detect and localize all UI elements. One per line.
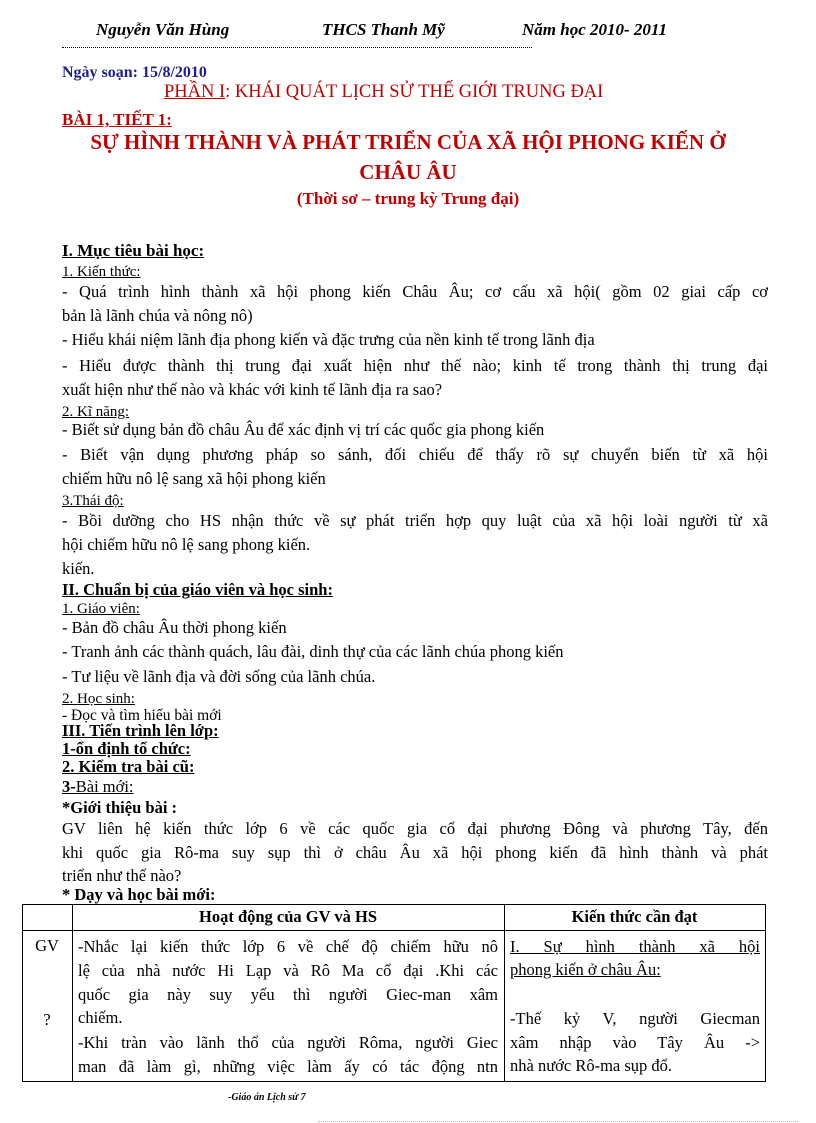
attitude-item-1c: kiến. [62,559,95,578]
table-role-gv: GV [35,936,59,955]
part-title: : KHÁI QUÁT LỊCH SỬ THẾ GIỚI TRUNG ĐẠI [225,82,604,102]
intro-line-3: triển như thế nào? [62,866,182,885]
attitude-item-1b: hội chiếm hữu nô lệ sang phong kiến. [62,535,311,554]
intro-line-2: khi quốc gia Rô-ma suy sụp thì ở châu Âu xã hội phong kiến đã hình thành và phát [62,843,768,862]
activity-line-2: lệ của nhà nước Hi Lạp và Rô Ma cổ đại .Khi các [78,961,498,980]
step-3-number: 3- [62,777,76,796]
activity-line-6: man đã làm gì, những việc làm ấy có tác động ntn [78,1057,498,1076]
teach-title: * Dạy và học bài mới: [62,885,216,904]
activity-line-4: chiếm. [78,1008,123,1027]
activity-line-3: quốc gia này suy yếu thì người Giec-man xâm [78,985,498,1004]
step-3 [62,776,134,798]
subsection-teacher: 1. Giáo viên: [62,601,140,617]
table-col-divider-1 [72,904,73,1082]
subsection-skills: 2. Kĩ năng: [62,404,130,420]
skill-item-1: - Biết sử dụng bản đồ châu Âu để xác định vị trí các quốc gia phong kiến [62,420,545,439]
table-border-bottom [22,1081,766,1082]
section-3-title: III. Tiến trình lên lớp: [62,721,219,740]
section-2-title: II. Chuẩn bị của giáo viên và học sinh: [62,580,333,599]
school-name: THCS Thanh Mỹ [322,20,445,39]
prep-date: Ngày soạn: 15/8/2010 [62,64,207,81]
teacher-item-2: - Tranh ảnh các thành quách, lâu đài, dinh thự của các lãnh chúa phong kiến [62,642,564,661]
lesson-label: BÀI 1, TIẾT 1: [62,110,172,129]
student-item-1: - Đọc và tìm hiểu bài mới [62,707,222,724]
section-1-title-a: I. Mục tiêu [62,241,142,260]
knowledge-line-2: xâm nhập vào Tây Âu -> [510,1033,760,1052]
table-role-question: ? [43,1010,51,1029]
table-header-activities: Hoạt động của GV và HS [198,907,378,926]
step-2: 2. Kiểm tra bài cũ: [62,757,195,776]
footer-dotted-rule [318,1121,798,1122]
page-header [0,20,816,44]
lesson-subtitle: (Thời sơ – trung kỳ Trung đại) [296,189,520,208]
part-heading [164,82,603,103]
knowledge-item-3a: - Hiểu được thành thị trung đại xuất hiện như thế nào; kinh tế trong thành thị trung đại [62,356,768,375]
skill-item-2b: chiếm hữu nô lệ sang xã hội phong kiến [62,469,326,488]
author-name: Nguyễn Văn Hùng [96,20,230,39]
step-3-label: Bài mới: [75,777,134,796]
knowledge-line-3: nhà nước Rô-ma sụp đổ. [510,1056,673,1075]
section-1-title-b: bài học: [141,241,205,260]
activity-line-1: -Nhắc lại kiến thức lớp 6 về chế độ chiếm hữu nô [78,937,498,956]
school-year: Năm học 2010- 2011 [522,20,667,39]
table-border-left [22,904,23,1082]
table-col-divider-2 [504,904,505,1082]
attitude-item-1a: - Bồi dưỡng cho HS nhận thức về sự phát triển hợp quy luật của xã hội loài người từ xã [62,511,768,530]
step-1: 1-ổn định tổ chức: [62,739,191,758]
teacher-item-3: - Tư liệu về lãnh địa và đời sống của lãnh chúa. [62,667,376,686]
skill-item-2a: - Biết vận dụng phương pháp so sánh, đối chiếu để thấy rõ sự chuyển biến từ xã hội [62,445,768,464]
knowledge-item-1a: - Quá trình hình thành xã hội phong kiến Châu Âu; cơ cấu xã hội( gồm 02 giai cấp cơ [62,282,768,301]
table-header-divider [22,930,766,931]
teacher-item-1: - Bản đồ châu Âu thời phong kiến [62,618,287,637]
knowledge-heading-line-1: I. Sự hình thành xã hội [510,937,760,956]
table-border-top [22,904,766,905]
part-prefix: PHẦN I [164,82,226,102]
subsection-knowledge: 1. Kiến thức: [62,264,141,280]
subsection-student: 2. Học sinh: [62,691,135,707]
subsection-attitude: 3.Thái độ: [62,493,124,509]
page-footer: -Giáo án Lịch sử 7 [228,1092,306,1103]
knowledge-item-2: - Hiểu khái niệm lãnh địa phong kiến và đặc trưng của nền kinh tế trong lãnh địa [62,330,595,349]
intro-title: *Giới thiệu bài : [62,798,178,817]
lesson-title-line1: SỰ HÌNH THÀNH VÀ PHÁT TRIỂN CỦA XÃ HỘI PHONG KIẾN Ở [90,130,726,154]
activity-line-5: -Khi tràn vào lãnh thổ của người Rôma, người Giec [78,1033,498,1052]
section-1-title [62,241,204,261]
knowledge-heading-line-2: phong kiến ở châu Âu: [510,960,661,979]
table-border-right [765,904,766,1082]
table-header-knowledge: Kiến thức cần đạt [571,907,698,926]
lesson-activity-table [22,904,766,1082]
intro-line-1: GV liên hệ kiến thức lớp 6 về các quốc gia cổ đại phương Đông và phương Tây, đến [62,819,768,838]
knowledge-item-3b: xuất hiện như thế nào và khác với kinh tế lãnh địa ra sao? [62,380,443,399]
knowledge-item-1b: bản là lãnh chúa và nông nô) [62,306,253,325]
lesson-title-line2: CHÂU ÂU [359,160,457,184]
header-dotted-rule [62,47,532,48]
knowledge-line-1: -Thế kỷ V, người Giecman [510,1009,760,1028]
